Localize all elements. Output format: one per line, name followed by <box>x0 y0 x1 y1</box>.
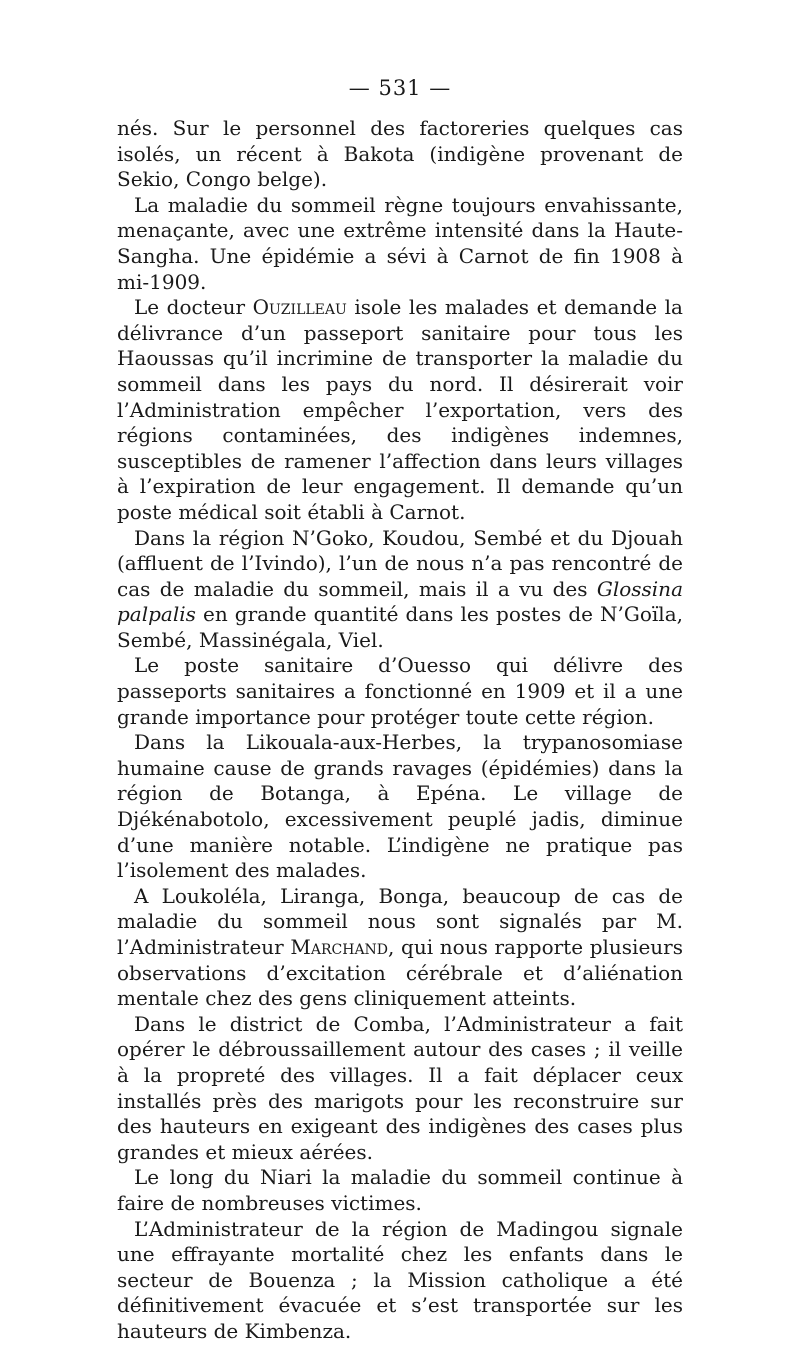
paragraph-7 <box>117 884 683 1012</box>
paragraph-8: Dans le district de Comba, l’Administrateur a fait opérer le débroussaillement autour des cases ; il veille à la propreté des villages. Il a fait déplacer ceux installés près des marigots pour les reconstruire sur des hauteurs en exigeant des indigènes des cases plus grandes et mieux aérées. <box>117 1011 683 1164</box>
page-number: — 531 — <box>348 76 452 100</box>
author-name-ouzilleau: Ouzilleau <box>252 295 347 320</box>
administrator-name-marchand: Marchand <box>290 935 389 959</box>
paragraph-3-start: Le docteur <box>134 295 253 320</box>
paragraph-4-rest: en grande quantité dans les postes de N’Goïla, Sembé, Massinégala, Viel. <box>117 602 683 652</box>
paragraph-5: Le poste sanitaire d’Ouesso qui délivre des passeports sanitaires a fonctionné en 1909 et il a une grande importance pour protéger toute cette région. <box>117 653 683 729</box>
paragraph-1: nés. Sur le personnel des factoreries quelques cas isolés, un récent à Bakota (indigène provenant de Sekio, Congo belge). <box>117 116 683 192</box>
paragraph-9: Le long du Niari la maladie du sommeil continue à faire de nombreuses victimes. <box>117 1165 683 1215</box>
paragraph-3 <box>117 295 683 525</box>
species-name: Glossina palpalis <box>117 576 683 627</box>
paragraph-7-rest: , qui nous rapporte plusieurs observations d’excitation cérébrale et d’aliénation mentale chez des gens cliniquement atteints. <box>117 935 683 1011</box>
paragraph-10: L’Administrateur de la région de Madingou signale une effrayante mortalité chez les enfants dans le secteur de Bouenza ; la Mission catholique a été définitivement évacuée et s’est transportée sur les hauteurs de Kimbenza. <box>117 1216 683 1343</box>
paragraph-6: Dans la Likouala-aux-Herbes, la trypanosomiase humaine cause de grands ravages (épidémies) dans la région de Botanga, à Epéna. Le village de Djékénabotolo, excessivement peuplé jadis, diminue d’une manière notable. L’indigène ne pratique pas l’isolement des malades. <box>117 730 683 883</box>
body-text <box>117 116 683 1345</box>
paragraph-3-rest: isole les malades et demande la délivrance d’un passeport sanitaire pour tous les Haoussas qu’il incrimine de transporter la maladie du sommeil dans les pays du nord. Il désirerait voir l’Administration empêcher l’exportation, vers des régions contaminées, des indigènes indemnes, susceptibles de ramener l’affection dans leurs villages à l’expiration de leur engagement. Il demande qu’un poste médical soit établi à Carnot. <box>117 295 683 524</box>
paragraph-4 <box>117 526 683 654</box>
paragraph-7-start: A Loukoléla, Liranga, Bonga, beaucoup de cas de maladie du sommeil nous sont signalés par M. l’Administrateur <box>117 883 683 959</box>
paragraph-4-start: Dans la région N’Goko, Koudou, Sembé et du Djouah (affluent de l’Ivindo), l’un de nous n’a pas rencontré de cas de maladie du sommeil, mais il a vu des <box>117 525 683 601</box>
paragraph-2: La maladie du sommeil règne toujours envahissante, menaçante, avec une extrême intensité dans la Haute-Sangha. Une épidémie a sévi à Carnot de fin 1908 à mi-1909. <box>117 192 683 294</box>
